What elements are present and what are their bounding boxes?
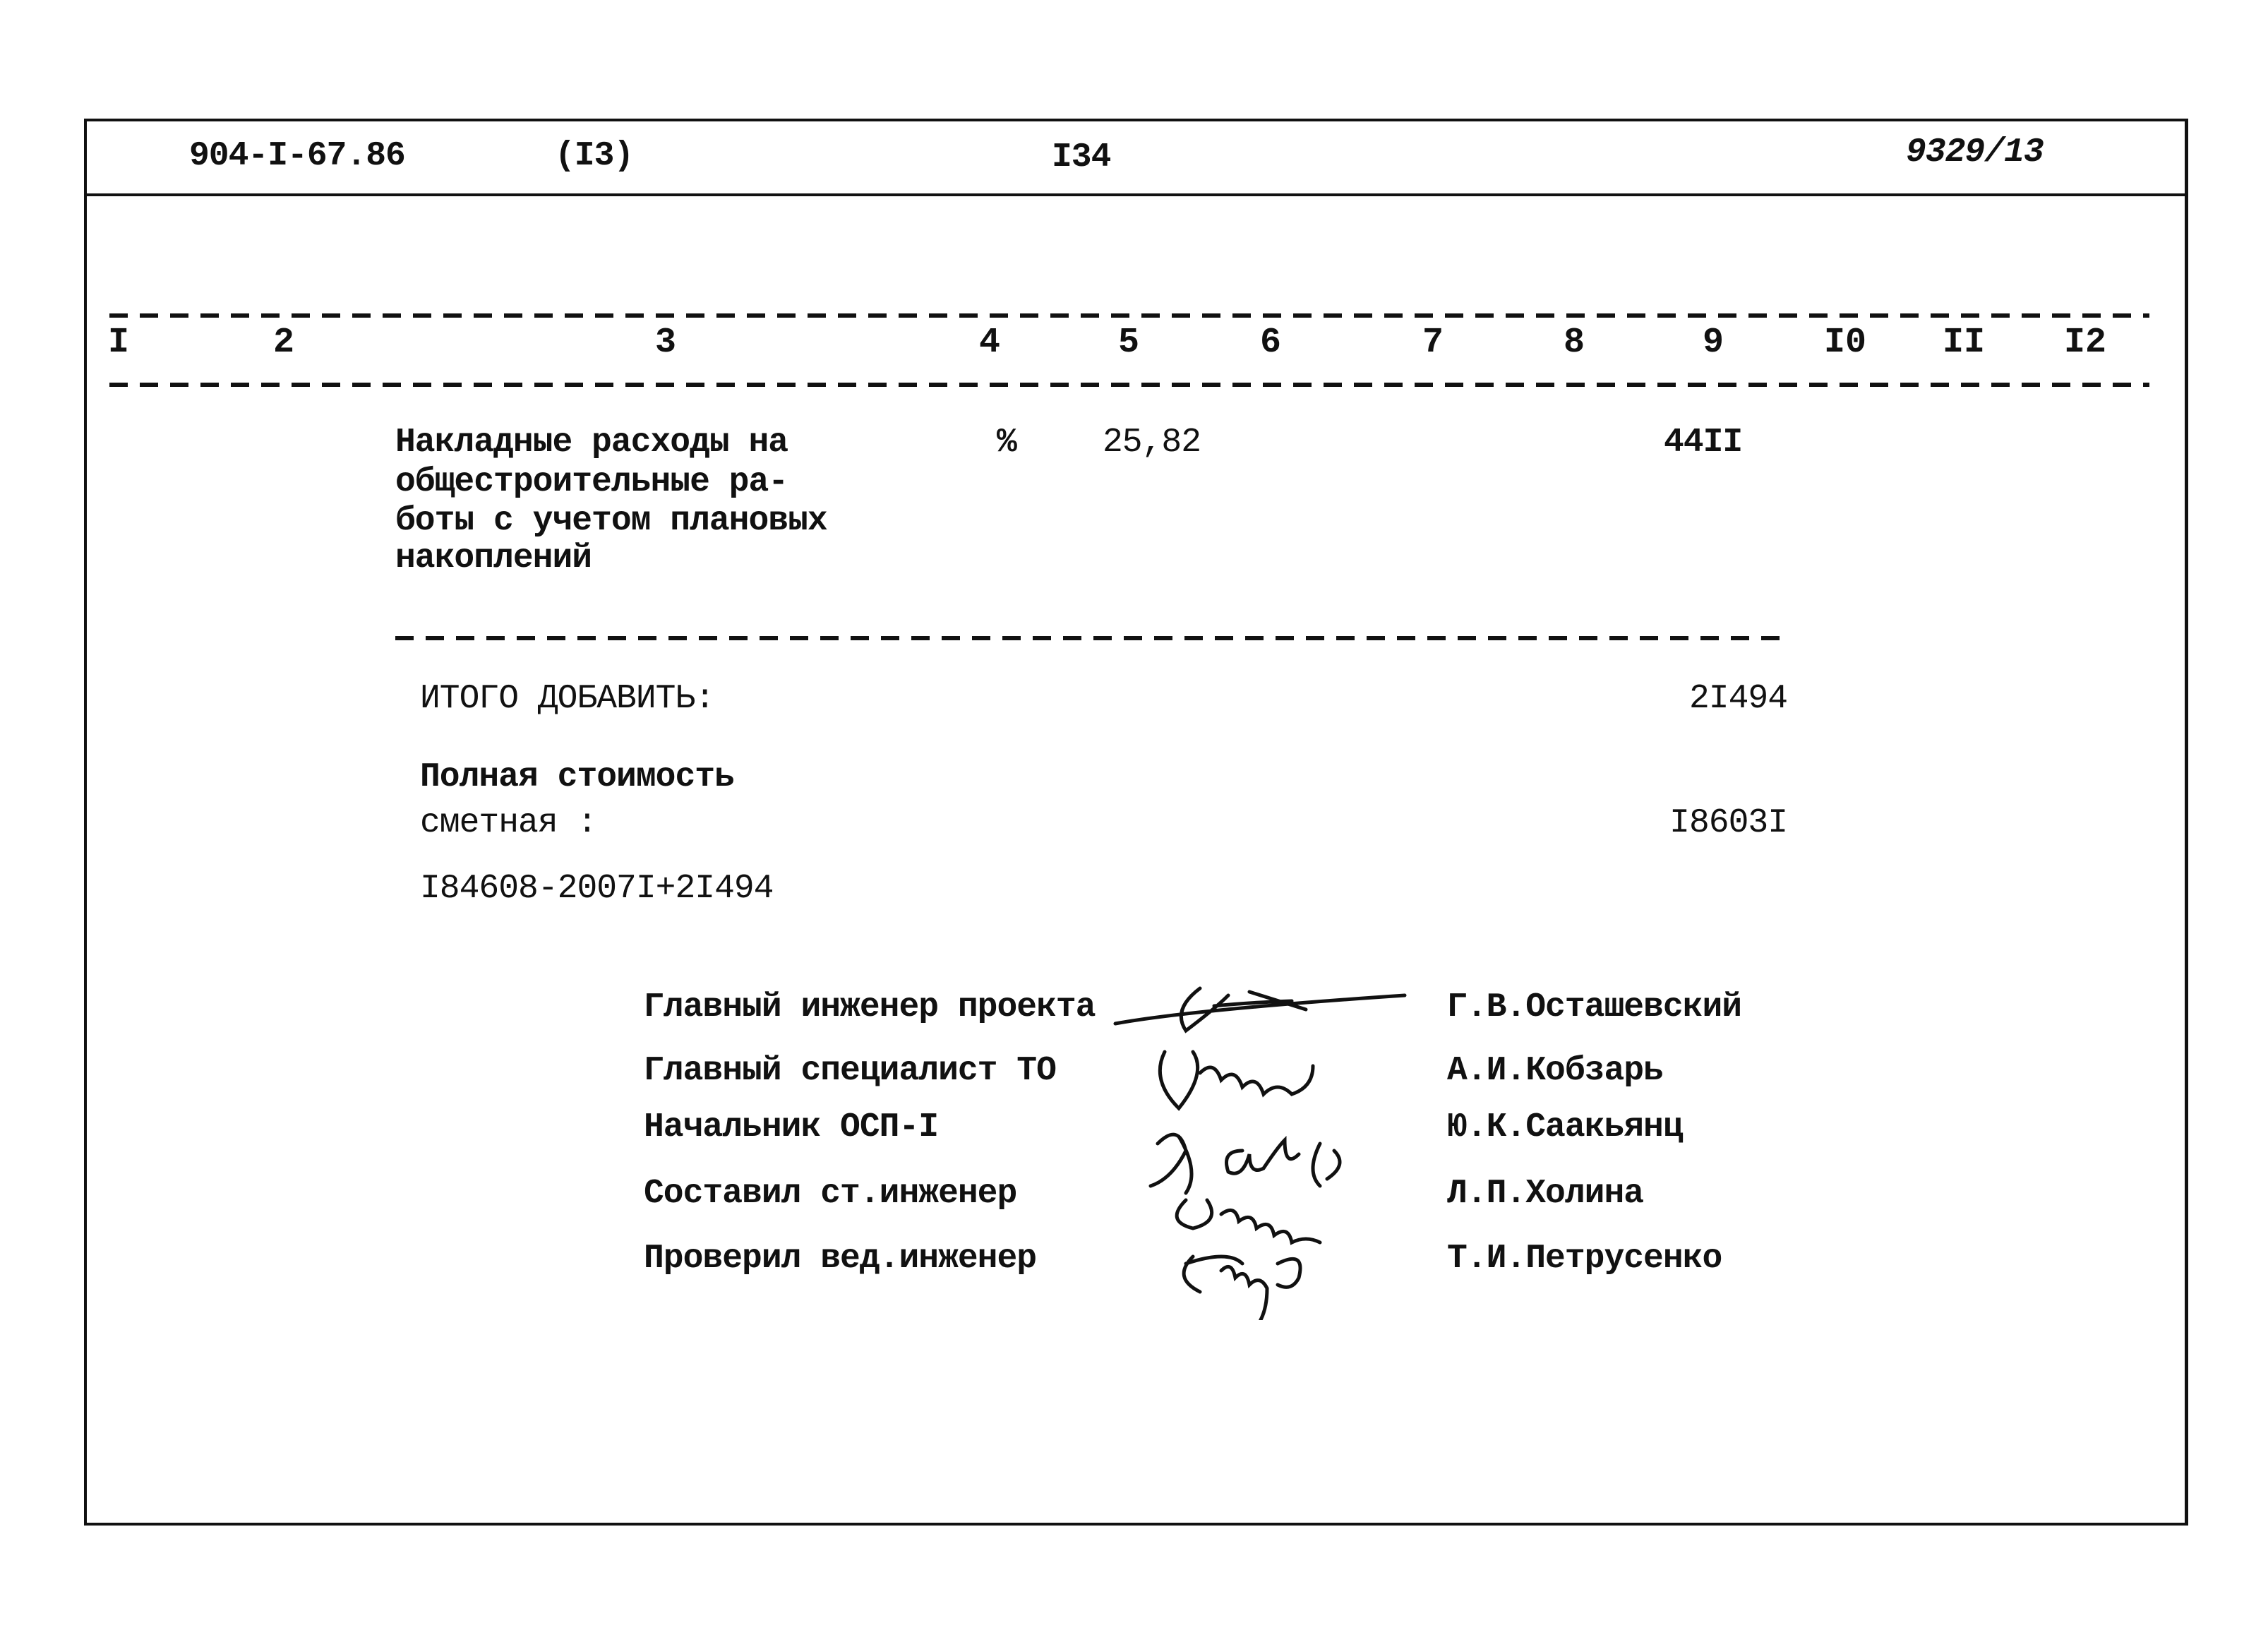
signature-role: Главный специалист ТО xyxy=(644,1052,1056,1090)
row-amount: 44II xyxy=(1664,424,1743,462)
totals-rule xyxy=(395,636,1789,640)
column-number: II xyxy=(1942,323,1986,363)
column-number: 8 xyxy=(1563,323,1585,363)
archive-number: 9329/13 xyxy=(1906,133,2044,172)
row-unit: % xyxy=(997,424,1016,462)
full-cost-formula: I84608-2007I+2I494 xyxy=(420,870,774,908)
column-number: 3 xyxy=(654,323,677,363)
full-cost-label: сметная : xyxy=(420,804,597,842)
column-number: 4 xyxy=(978,323,1001,363)
row-rate: 25,82 xyxy=(1103,424,1201,462)
total-add-label: ИТОГО ДОБАВИТЬ: xyxy=(420,680,715,718)
signature-name: А.И.Кобзарь xyxy=(1447,1052,1663,1090)
column-number: 5 xyxy=(1117,323,1140,363)
row-description-line: боты с учетом плановых xyxy=(395,502,827,540)
column-number: 6 xyxy=(1259,323,1282,363)
signature-name: Л.П.Холина xyxy=(1447,1175,1644,1213)
table-header-top-rule xyxy=(109,313,2149,318)
row-description-line: Накладные расходы на xyxy=(395,424,788,462)
total-add-value: 2I494 xyxy=(1688,680,1787,718)
signature-name: Г.В.Осташевский xyxy=(1447,988,1742,1026)
row-description-line: накоплений xyxy=(395,539,592,577)
full-cost-value: I8603I xyxy=(1669,804,1787,842)
row-description-line: общестроительные ра- xyxy=(395,463,788,501)
column-number: I xyxy=(107,323,130,363)
signature-role: Составил ст.инженер xyxy=(644,1175,1017,1213)
signature-role: Начальник ОСП-I xyxy=(644,1108,939,1146)
signature-name: Ю.К.Саакьянц xyxy=(1447,1108,1683,1146)
column-number: 2 xyxy=(272,323,295,363)
signature-role: Проверил вед.инженер xyxy=(644,1240,1037,1278)
full-cost-label: Полная стоимость xyxy=(420,758,734,796)
page-number: I34 xyxy=(1052,138,1111,176)
header-divider xyxy=(84,193,2188,196)
column-number: I0 xyxy=(1823,323,1867,363)
signature-name: Т.И.Петрусенко xyxy=(1447,1240,1722,1278)
section-number: (I3) xyxy=(555,137,634,175)
doc-code: 904-I-67.86 xyxy=(189,137,405,175)
column-number: 9 xyxy=(1702,323,1724,363)
signature-role: Главный инженер проекта xyxy=(644,988,1096,1026)
column-number: I2 xyxy=(2063,323,2107,363)
handwritten-signatures xyxy=(1108,967,1440,1320)
table-header-bottom-rule xyxy=(109,383,2149,387)
column-number: 7 xyxy=(1422,323,1444,363)
